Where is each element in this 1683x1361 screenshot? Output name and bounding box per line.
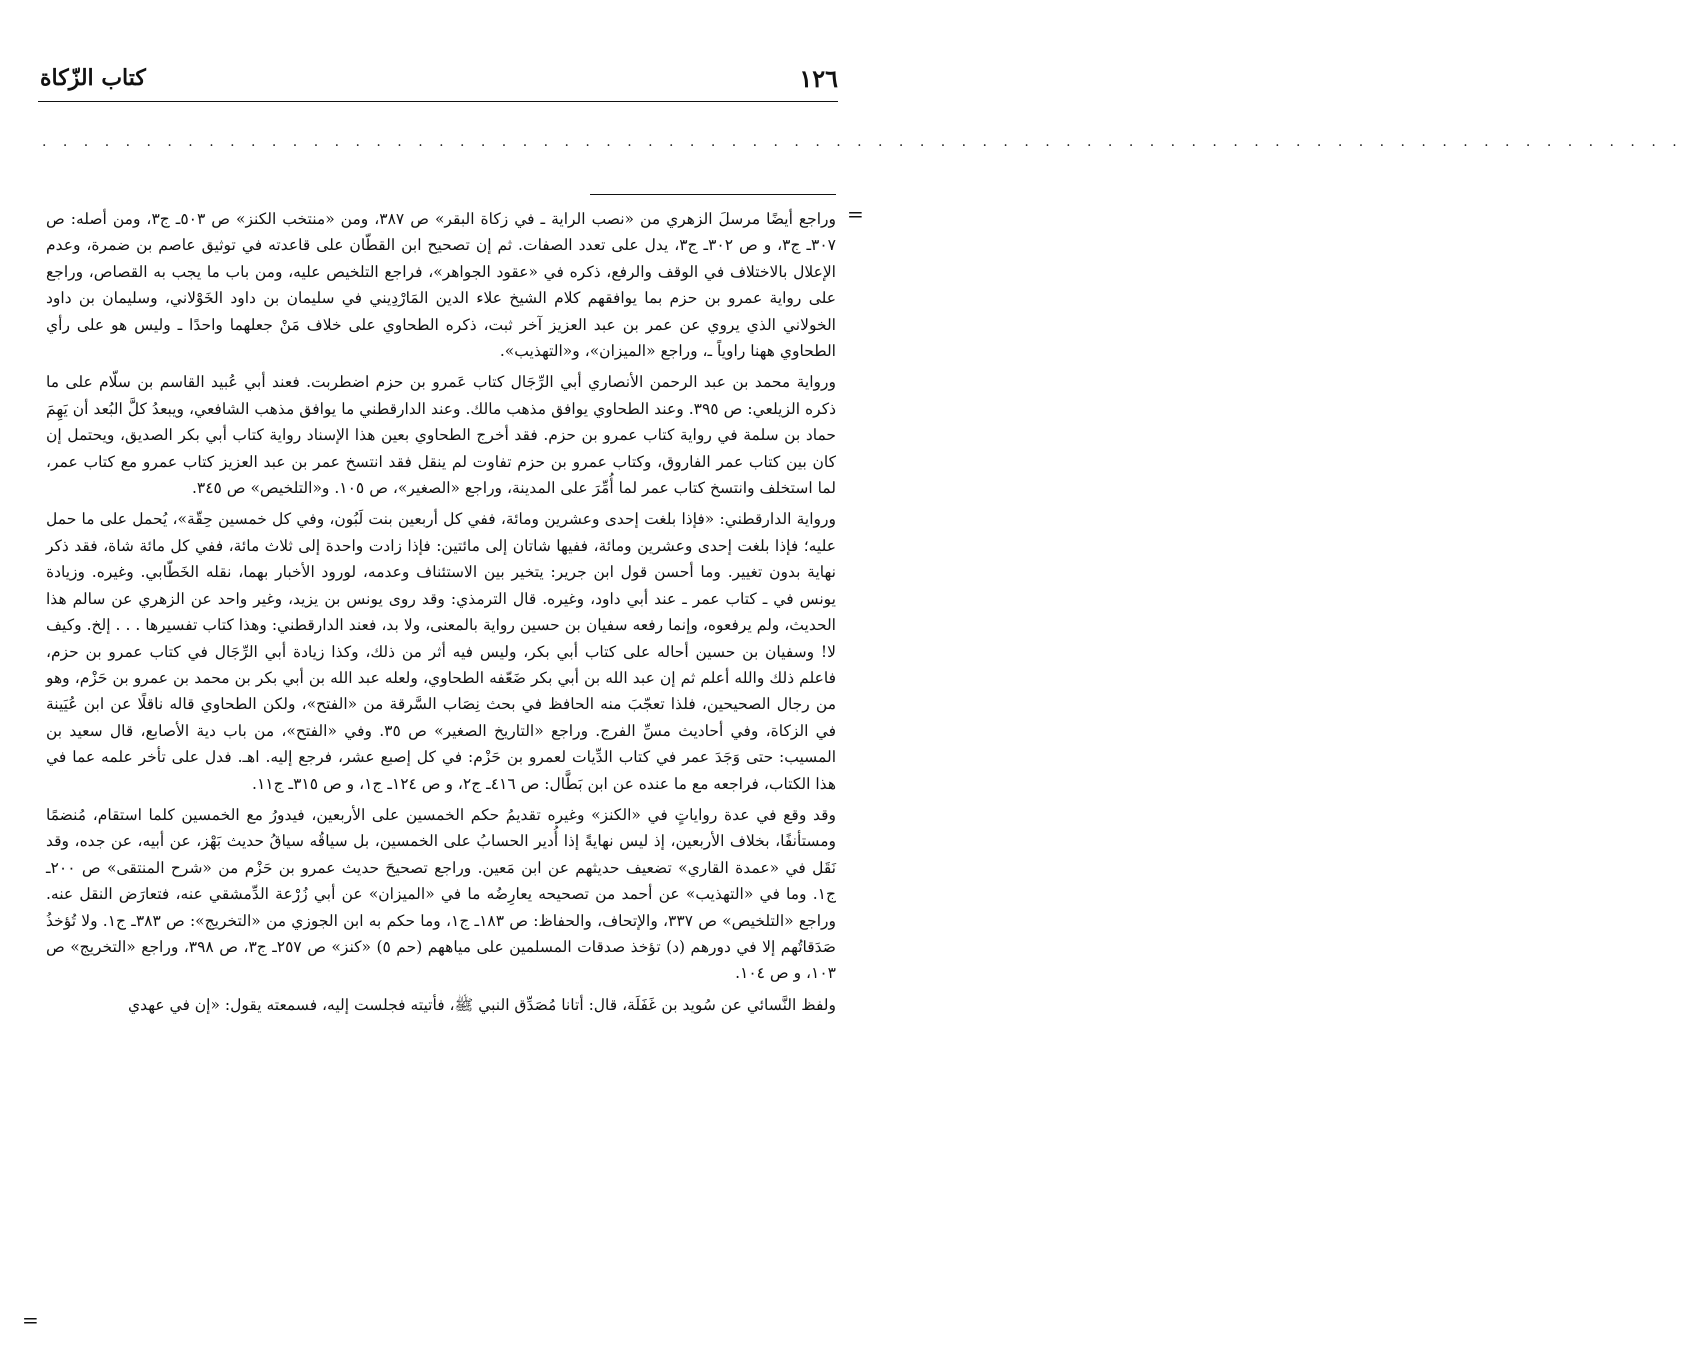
header-divider bbox=[38, 101, 838, 102]
footnote-paragraph: ولفظ النَّسائي عن سُويد بن غَفَلَة، قال: أتانا مُصَدِّق النبي ﷺ، فأتيته فجلست إليه، فسمعته يقول: «إن في عهدي bbox=[127, 995, 836, 1014]
footnote-continuation-mark-end: = bbox=[22, 1308, 39, 1332]
dotted-separator: . . . . . . . . . . . . . . . . . . . . . . . . . . . . . . . . . . . . . . . . . . . . . . . . . . . . . . . . . . . . . . . . . . . . . . . . . . . . . . . bbox=[42, 134, 1683, 150]
footnote-paragraph: وراجع أيضًا مرسلَ الزهري من «نصب الراية ـ في زكاة البقر» ص ٣٨٧، ومن «منتخب الكنز» ص ٥٠٣ـ ج٣، ومن أصله: ص ٣٠٧ـ ج٣، و ص ٣٠٢ـ ج٣، يدل على تعدد الصفات. ثم إن تصحيح ابن القطّان على قاعدته في توثيق عاصم بن ضمرة، وعدم الإعلال بالاختلاف في الوقف والرفع، ذكره في «عقود الجواهر»، فراجع التلخيص عليه، ومن باب ما يجب به القصاص، وراجع على رواية عمرو بن حزم بما يوافقهم كلام الشيخ علاء الدين المَارْدِيني في سليمان بن داود الخَوْلاني، وسليمان بن داود الخولاني الذي يروي عن عمر بن عبد العزيز آخر ثبت، ذكره الطحاوي على خلاف مَنْ جعلهما واحدًا ـ وليس هو على رأي الطحاوي ههنا راوياً ـ، وراجع «الميزان»، و«التهذيب». bbox=[46, 210, 836, 361]
footnote-paragraph: وقد وقع في عدة رواياتٍ في «الكنز» وغيره تقديمُ حكم الخمسين على الأربعين، فيدورُ مع الخمسين كلما استقام، مُنضمًا ومستأنفًا، بخلاف الأربعين، إذ ليس نهايةً إذا أُدير الحسابُ على الخمسين، بل سياقُه سياقُ حديث بَهْز، عن أبيه، عن جده، وقد نَقَل في «عمدة القاري» تضعيف حديثهم عن ابن مَعين. وراجع تصحيحَ حديث عمرو بن حَزْم من «شرح المنتقى» ص ٢٠٠ـ ج١. وما في «التهذيب» عن أحمد من تصحيحه يعارِضُه ما في «الميزان» عن أبي زُرْعة الدِّمشقي عنه، فتعارَض النقل عنه. وراجع «التلخيص» ص ٣٣٧، والإتحاف، والحفاظ: ص ١٨٣ـ ج١، وما حكم به ابن الجوزي من «التخريج»: ص ٣٨٣ـ ج١. ولا تُؤخذُ صَدَقاتُهم إلا في دورهم (د) تؤخذ صدقات المسلمين على مياههم (حم ٥) «كنز» ص ٢٥٧ـ ج٣، ص ٣٩٨، وراجع «التخريج» ص ١٠٣، و ص ١٠٤. bbox=[46, 805, 836, 983]
footnote-divider bbox=[590, 194, 836, 195]
page-number: ١٢٦ bbox=[799, 63, 838, 93]
footnote-body bbox=[46, 206, 836, 1023]
footnote-continuation-mark: = bbox=[847, 202, 864, 226]
footnote-paragraph: ورواية الدارقطني: «فإذا بلغت إحدى وعشرين ومائة، ففي كل أربعين بنت لَبُون، وفي كل خمسين حِقّة»، يُحمل على ما حمل عليه؛ فإذا بلغت إحدى وعشرين ومائة، ففيها شاتان إلى مائتين: فإذا زادت واحدة إلى ثلاث مائة، ففي كل مائة شاة، فقد ذكر نهاية بدون تغيير. وما أحسن قول ابن جرير: يتخير بين الاستئناف وعدمه، لورود الأخبار بهما، نقله الخَطّابي. وغيره. وزيادة يونس في ـ كتاب عمر ـ عند أبي داود، وغيره. قال الترمذي: وقد روى يونس بن يزيد، وغير واحد عن الزهري عن سالم هذا الحديث، ولم يرفعوه، وإنما رفعه سفيان بن حسين رواية بالمعنى، ولا بد، فعند الدارقطني: وهذا كتاب تفسيرها . . . إلخ. وكيف لا! وسفيان بن حسين أحاله على كتاب أبي بكر، وليس فيه أثر من ذلك، وكذا زيادة أبي الرِّجَال في كتاب عمرو بن حزم، فاعلم ذلك والله أعلم ثم إن عبد الله بن أبي بكر ضَعّفه الطحاوي، ولعله عبد الله بن أبي بكر بن محمد بن عمرو بن حَزْم، وهو من رجال الصحيحين، فلذا تعجّبَ منه الحافظ في بحث نِصَاب السَّرقة من «الفتح»، ولكن الطحاوي قاله ناقلًا عن ابن عُيَينة في الزكاة، وفي أحاديث مسِّ الفرج. وراجع «التاريخ الصغير» ص ٣٥. وفي «الفتح»، من باب دية الأصابع، قال سعيد بن المسيب: حتى وَجَدَ عمر في كتاب الدِّيات لعمرو بن حَزْم: في كل إصبع عشر، فرجع إليه. اهـ. فدل على تأخر علمه عما في هذا الكتاب، فراجعه مع ما عنده عن ابن بَطَّال: ص ٤١٦ـ ج٢، و ص ١٢٤ـ ج١، و ص ٣١٥ـ ج١١. bbox=[46, 510, 836, 793]
book-title: كتاب الزّكاة bbox=[40, 65, 146, 91]
footnote-paragraph: ورواية محمد بن عبد الرحمن الأنصاري أبي الرِّجَال كتاب عَمرو بن حزم اضطربت. فعند أبي عُبيد القاسم بن سلّام على ما ذكره الزيلعي: ص ٣٩٥. وعند الطحاوي يوافق مذهب مالك. وعند الدارقطني ما يوافق مذهب الشافعي، ويبعدُ كلَّ البُعد أن يَهِمَ حماد بن سلمة في رواية كتاب عمرو بن حزم. فقد أخرج الطحاوي بعين هذا الإسناد رواية كتاب أبي بكر الصديق، ويحتمل إن كان بين كتاب عمر الفاروق، وكتاب عمرو بن حزم تفاوت لم ينقل فقد انتسخ عمر بن عبد العزيز كتاب عمرو مع كتاب عمر، لما استخلف وانتسخ كتاب عمر لما أُمِّرَ على المدينة، وراجع «الصغير»، ص ١٠٥. و«التلخيص» ص ٣٤٥. bbox=[46, 373, 837, 498]
page-header bbox=[40, 58, 838, 98]
